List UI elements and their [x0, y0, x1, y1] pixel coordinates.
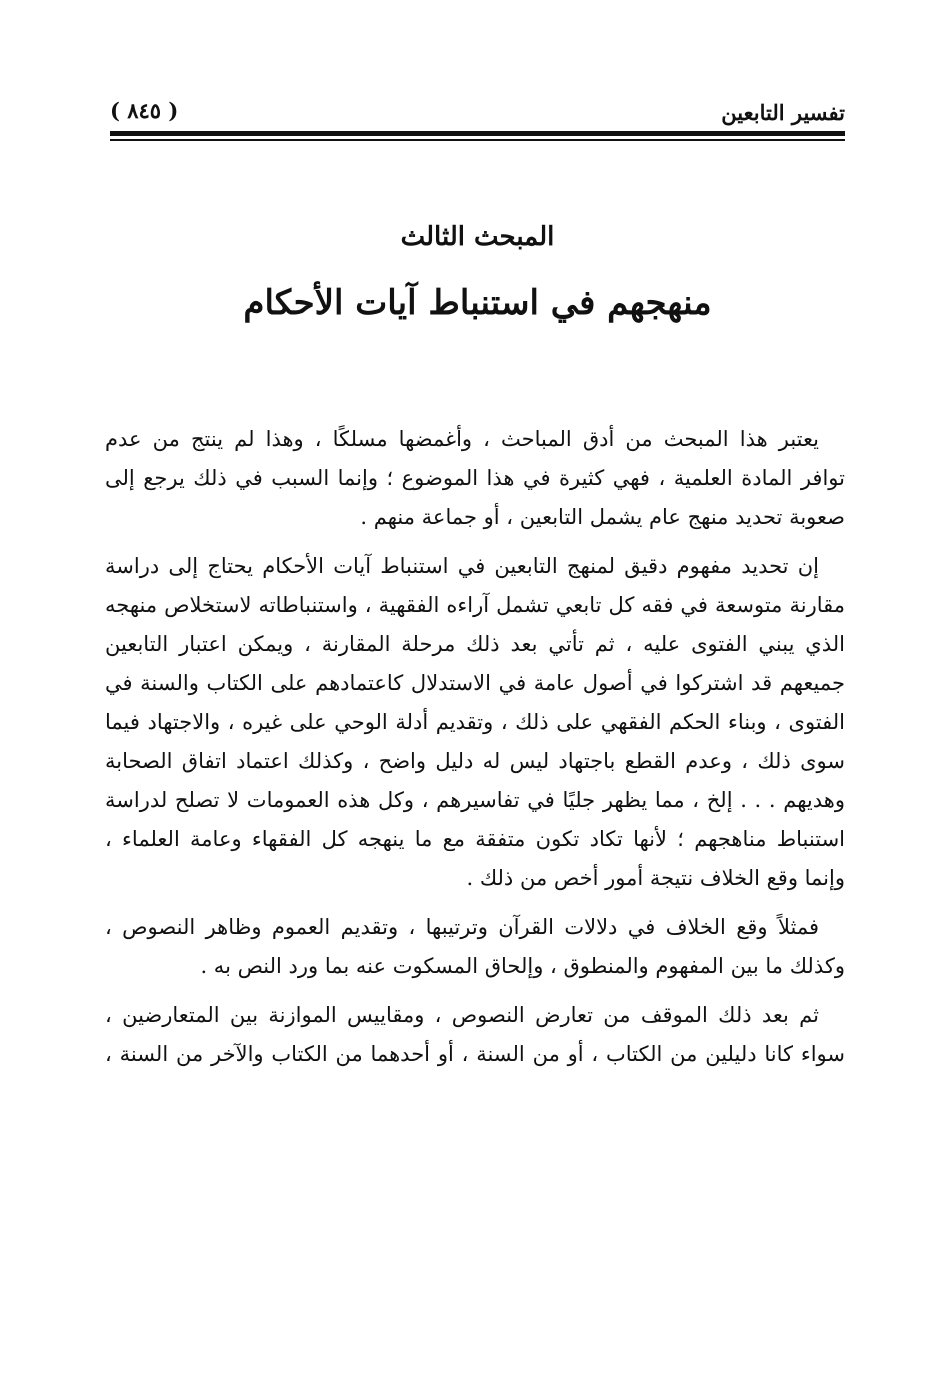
page-header	[110, 88, 845, 128]
text-line: الذي يبني الفتوى عليه ، ثم تأتي بعد ذلك مرحلة المقارنة ، ويمكن اعتبار التابعين	[105, 632, 845, 656]
header-rule-thick	[110, 131, 845, 136]
text-line: جميعهم قد اشتركوا في أصول عامة في الاستدلال كاعتمادهم على الكتاب والسنة في	[105, 671, 845, 695]
text-line: توافر المادة العلمية ، فهي كثيرة في هذا الموضوع ؛ وإنما السبب في ذلك يرجع إلى	[105, 466, 845, 490]
text-line: سوى ذلك ، وعدم القطع باجتهاد ليس له دليل واضح ، وكذلك اعتماد اتفاق الصحابة	[105, 749, 845, 773]
body-text	[105, 420, 845, 1084]
text-line: سواء كانا دليلين من الكتاب ، أو من السنة ، أو أحدهما من الكتاب والآخر من السنة ،	[105, 1042, 845, 1066]
text-line: إن تحديد مفهوم دقيق لمنهج التابعين في استنباط آيات الأحكام يحتاج إلى دراسة	[105, 554, 819, 578]
text-line: وهديهم . . . إلخ ، مما يظهر جليًا في تفاسيرهم ، وكل هذه العمومات لا تصلح لدراسة	[105, 788, 845, 812]
section-label: المبحث الثالث	[400, 222, 555, 252]
paragraph-1	[105, 420, 845, 537]
running-title: تفسير التابعين	[721, 100, 845, 125]
text-line: ثم بعد ذلك الموقف من تعارض النصوص ، ومقاييس الموازنة بين المتعارضين ،	[105, 1003, 819, 1027]
text-line: وكذلك ما بين المفهوم والمنطوق ، وإلحاق المسكوت عنه بما ورد النص به .	[200, 954, 845, 978]
text-line: صعوبة تحديد منهج عام يشمل التابعين ، أو جماعة منهم .	[360, 505, 845, 529]
text-line: الفتوى ، وبناء الحكم الفقهي على ذلك ، وتقديم أدلة الوحي على غيره ، والاجتهاد فيما	[105, 710, 845, 734]
page-number: ( ٨٤٥ )	[110, 98, 179, 123]
text-line: يعتبر هذا المبحث من أدق المباحث ، وأغمضها مسلكًا ، وهذا لم ينتج من عدم	[105, 427, 819, 451]
paragraph-2	[105, 547, 845, 898]
text-line: فمثلاً وقع الخلاف في دلالات القرآن وترتيبها ، وتقديم العموم وظاهر النصوص ،	[105, 915, 819, 939]
text-line: وإنما وقع الخلاف نتيجة أمور أخص من ذلك .	[466, 866, 845, 890]
text-line: استنباط مناهجهم ؛ لأنها تكاد تكون متفقة مع ما ينهجه كل الفقهاء وعامة العلماء ،	[105, 827, 845, 851]
text-line: مقارنة متوسعة في فقه كل تابعي تشمل آراءه الفقهية ، واستنباطاته لاستخلاص منهجه	[105, 593, 845, 617]
header-rule-thin	[110, 139, 845, 141]
section-title: منهجهم في استنباط آيات الأحكام	[243, 283, 712, 323]
paragraph-4	[105, 996, 845, 1074]
paragraph-3	[105, 908, 845, 986]
